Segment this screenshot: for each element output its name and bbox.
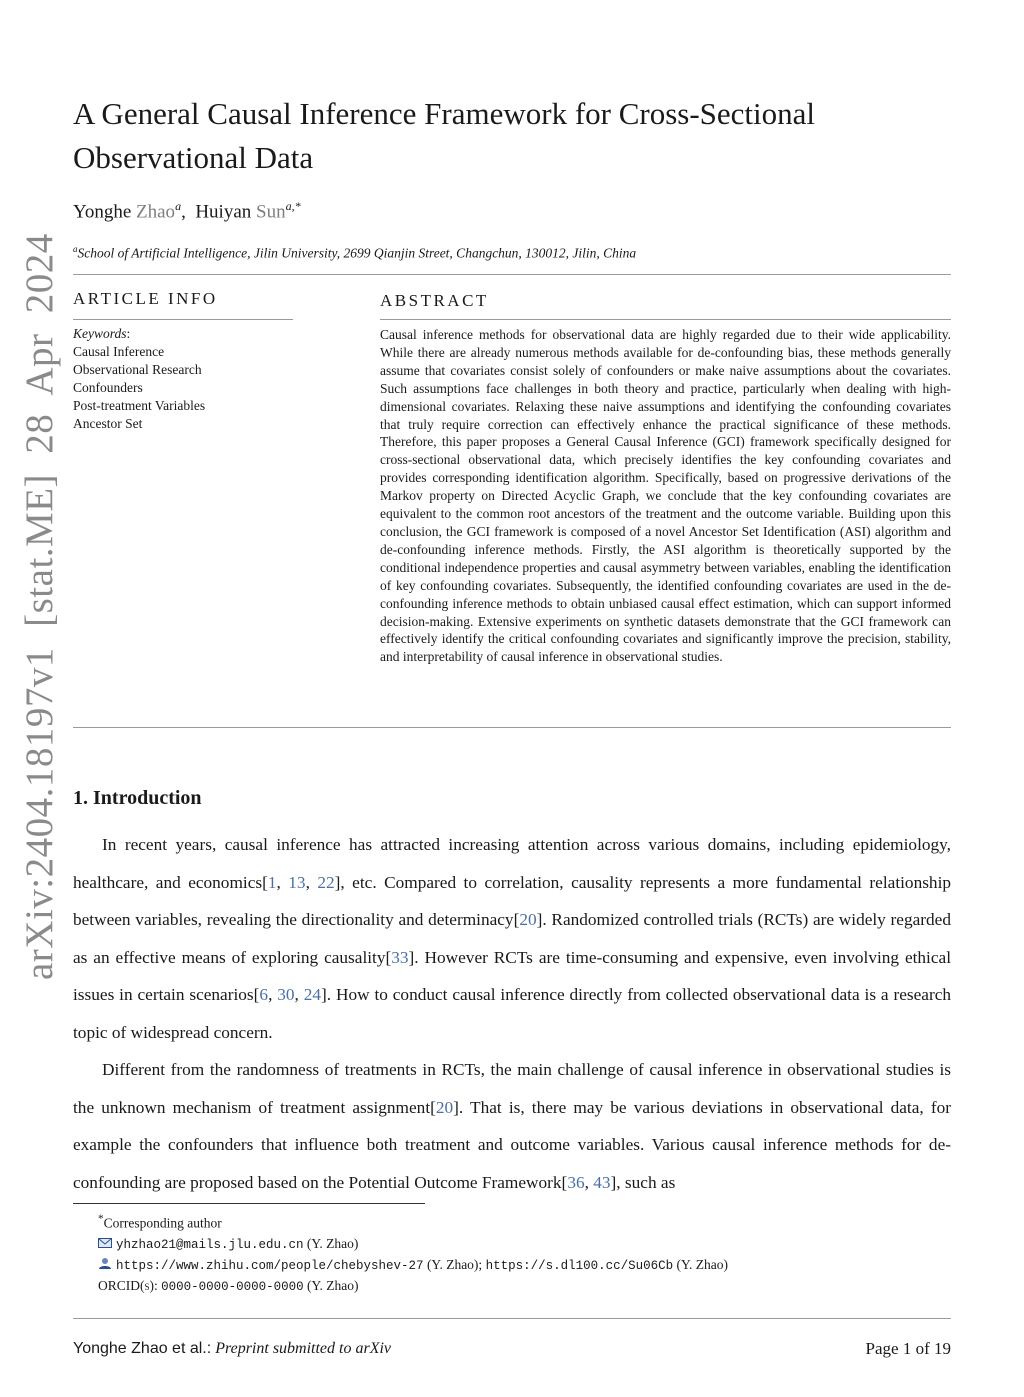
homepage-1-suffix: (Y. Zhao);	[423, 1256, 486, 1272]
corresponding-mark: *	[98, 1213, 104, 1225]
author-1-last-link[interactable]: Zhao	[136, 201, 176, 223]
author-2-first: Huiyan	[195, 201, 252, 223]
corresponding-author-note: Corresponding author	[103, 1215, 222, 1231]
keyword-item: Causal Inference	[73, 344, 165, 359]
citation-link[interactable]: 22	[317, 872, 335, 892]
article-info-divider	[73, 319, 293, 320]
footer-divider	[73, 1318, 951, 1319]
homepage-link-2[interactable]: https://s.dl100.cc/Su06Cb	[485, 1258, 674, 1273]
footer-authors: Yonghe Zhao et al.:	[73, 1340, 212, 1357]
footer-venue: Preprint submitted to arXiv	[215, 1340, 392, 1357]
citation-link[interactable]: 24	[303, 985, 322, 1005]
keyword-item: Observational Research	[73, 362, 202, 377]
footnote-rule	[73, 1203, 425, 1204]
intro-paragraph-1: In recent years, causal inference has attracted increasing attention across various domains, including epidemiology, healthcare, and economics[1, 13, 22], etc. Compared to correlation, causality represents a more fundamental relationship between variables, revealing the directionality and determinacy[20]. Randomized controlled trials (RCTs) are widely regarded as an effective means of exploring causality[33]. However RCTs are time-consuming and expensive, even involving ethical issues in certain scenarios[6, 30, 24]. How to conduct causal inference directly from collected observational data is a research topic of widespread concern.	[73, 835, 952, 1042]
email-icon	[98, 1235, 112, 1247]
paper-title: A General Causal Inference Framework for Cross-Sectional Observational Data	[73, 96, 816, 175]
citation-link[interactable]: 43	[593, 1172, 611, 1192]
keywords-label: Keywords	[73, 326, 127, 341]
article-info-heading: ARTICLE INFO	[73, 289, 218, 308]
citation-link[interactable]: 20	[435, 1097, 454, 1117]
keyword-item: Ancestor Set	[73, 416, 143, 431]
page-number: Page 1 of 19	[865, 1339, 951, 1358]
email-suffix: (Y. Zhao)	[303, 1235, 359, 1251]
arxiv-side-stamp: arXiv:2404.18197v1 [stat.ME] 28 Apr 2024	[18, 233, 61, 980]
citation-link[interactable]: 20	[519, 910, 537, 930]
author-2-sup: a,*	[285, 199, 301, 213]
author-2-last-link[interactable]: Sun	[256, 201, 286, 223]
orcid-suffix: (Y. Zhao)	[303, 1277, 359, 1293]
author-1-sup: a	[175, 199, 182, 213]
person-icon	[98, 1256, 112, 1268]
author-1-first: Yonghe	[73, 201, 132, 223]
abstract-body: Causal inference methods for observational data are highly regarded due to their wide applicability. While there are already numerous methods available for de-confounding bias, these methods generally assume that covariates consist solely of confounders or make naive assumptions about the covariates. Such assumptions face challenges in both theory and practice, particularly when dealing with high-dimensional covariates. Relaxing these naive assumptions and identifying the confounding covariates that truly require correction can effectively enhance the practical significance of these methods. Therefore, this paper proposes a General Causal Inference (GCI) framework specifically designed for cross-sectional observational data, which precisely identifies the key confounding covariates and provides corresponding identification algorithm. Specifically, based on progressive derivations of the Markov property on Directed Acyclic Graph, we conclude that the key confounding covariates are equivalent to the common root ancestors of the treatment and the outcome variable. Building upon this conclusion, the GCI framework is composed of a novel Ancestor Set Identification (ASI) algorithm and de-confounding inference methods. Firstly, the ASI algorithm is theoretically supported by the conditional independence properties and causal asymmetry between variables, enabling the identification of key confounding covariates. Subsequently, the identified confounding covariates are used in the de-confounding inference methods to obtain unbiased causal effect estimation, which can support informed decision-making. Extensive experiments on synthetic datasets demonstrate that the GCI framework can effectively identify the critical confounding covariates and significantly improve the precision, stability, and interpretability of causal inference in observational studies.	[380, 327, 951, 665]
footnotes	[98, 1209, 728, 1297]
orcid-label: ORCID(s):	[98, 1277, 158, 1293]
citation-link[interactable]: 6	[259, 985, 269, 1005]
intro-paragraph-2: Different from the randomness of treatments in RCTs, the main challenge of causal inference in observational studies is the unknown mechanism of treatment assignment[20]. That is, there may be various deviations in observational data, for example the confounders that influence both treatment and outcome variables. Various causal inference methods for de-confounding are proposed based on the Potential Outcome Framework[36, 43], such as	[73, 1060, 951, 1192]
abstract-end-divider	[73, 727, 951, 728]
affiliation-text: School of Artificial Intelligence, Jilin University, 2699 Qianjin Street, Changchun, 130012, Jilin, China	[77, 245, 637, 261]
author-list: Yonghe Zhao$^a$, Huiyan Sun$^{a,*}$	[73, 199, 301, 223]
header-divider	[73, 274, 951, 275]
orcid-value: 0000-0000-0000-0000	[161, 1279, 304, 1294]
abstract-heading: ABSTRACT	[380, 291, 489, 310]
keyword-list: Keywords: Causal Inference Observational Research Confounders Post-treatment Variables Ancestor Set	[73, 325, 303, 433]
keyword-item: Confounders	[73, 380, 143, 395]
affiliation-sup: a	[73, 244, 78, 254]
citation-link[interactable]: 33	[391, 947, 409, 967]
affiliation	[73, 240, 636, 263]
email-link[interactable]: yhzhao21@mails.jlu.edu.cn	[116, 1237, 304, 1252]
citation-link[interactable]: 13	[288, 872, 306, 892]
keyword-item: Post-treatment Variables	[73, 398, 206, 413]
section-heading-introduction: 1. Introduction	[73, 787, 202, 809]
citation-link[interactable]: 30	[277, 985, 295, 1005]
homepage-2-suffix: (Y. Zhao)	[673, 1256, 728, 1272]
citation-link[interactable]: 1	[267, 872, 277, 892]
abstract-divider	[380, 319, 951, 320]
homepage-link-1[interactable]: https://www.zhihu.com/people/chebyshev-27	[116, 1258, 424, 1273]
running-footer	[73, 1340, 391, 1358]
citation-link[interactable]: 36	[567, 1172, 585, 1192]
